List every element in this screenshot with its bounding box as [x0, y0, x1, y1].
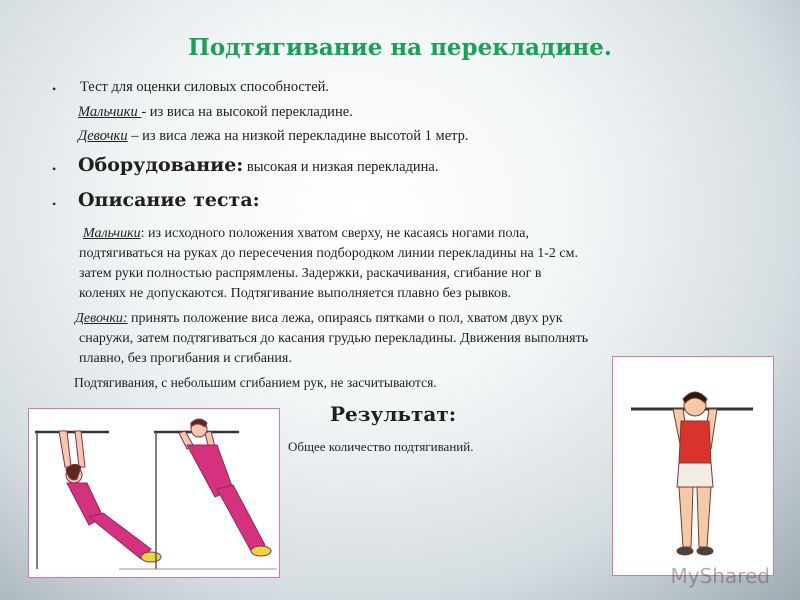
girls-desc-label: Девочки:: [75, 311, 128, 326]
result-heading: Результат:: [330, 402, 457, 426]
bullet-marker: •: [52, 197, 57, 211]
girls-description: [75, 309, 588, 369]
bullet-marker: •: [52, 82, 57, 96]
girls-desc-text: снаружи, затем подтягиваться до касания грудью перекладины. Движения выполнять: [79, 331, 589, 346]
boys-description: [79, 224, 578, 304]
boys-text: - из виса на высокой перекладине.: [141, 104, 353, 120]
note-text: Подтягивания, с небольшим сгибанием рук, не засчитываются.: [74, 375, 437, 390]
intro-girls-line: [78, 128, 469, 145]
girls-pullup-drawing: [29, 409, 279, 577]
boys-label: Мальчики: [78, 104, 142, 120]
watermark-logo: MyShared: [670, 564, 770, 588]
girls-desc-text: принять положение виса лежа, опираясь пятками о пол, хватом двух рук: [127, 311, 563, 326]
equipment-line: [78, 154, 439, 176]
boys-desc-label: Мальчики: [83, 226, 141, 241]
intro-boys-line: [78, 104, 353, 121]
girls-pullup-illustration: [28, 408, 280, 578]
boys-desc-text: коленях не допускаются. Подтягивание выполняется плавно без рывков.: [79, 286, 512, 301]
page-title: Подтягивание на перекладине.: [188, 34, 612, 61]
girls-text: – из виса лежа на низкой перекладине высотой 1 метр.: [127, 128, 469, 144]
result-text: Общее количество подтягиваний.: [288, 439, 474, 454]
equipment-text: высокая и низкая перекладина.: [243, 159, 439, 175]
bullet-marker: •: [52, 162, 57, 176]
boys-desc-text: : из исходного положения хватом сверху, не касаясь ногами пола,: [140, 226, 529, 241]
boys-desc-text: подтягиваться на руках до пересечения подбородком линии перекладины на 1-2 см.: [79, 246, 578, 261]
boy-pullup-illustration: [612, 356, 774, 576]
boys-desc-text: затем руки полностью распрямлены. Задержки, раскачивания, сгибание ног в: [79, 266, 542, 281]
girls-label: Девочки: [78, 128, 128, 144]
intro-line: Тест для оценки силовых способностей.: [80, 79, 330, 95]
description-heading: Описание теста:: [78, 189, 260, 211]
girls-desc-text: плавно, без прогибания и сгибания.: [79, 351, 292, 366]
equipment-heading: Оборудование:: [78, 154, 244, 176]
boy-pullup-drawing: [613, 357, 773, 575]
